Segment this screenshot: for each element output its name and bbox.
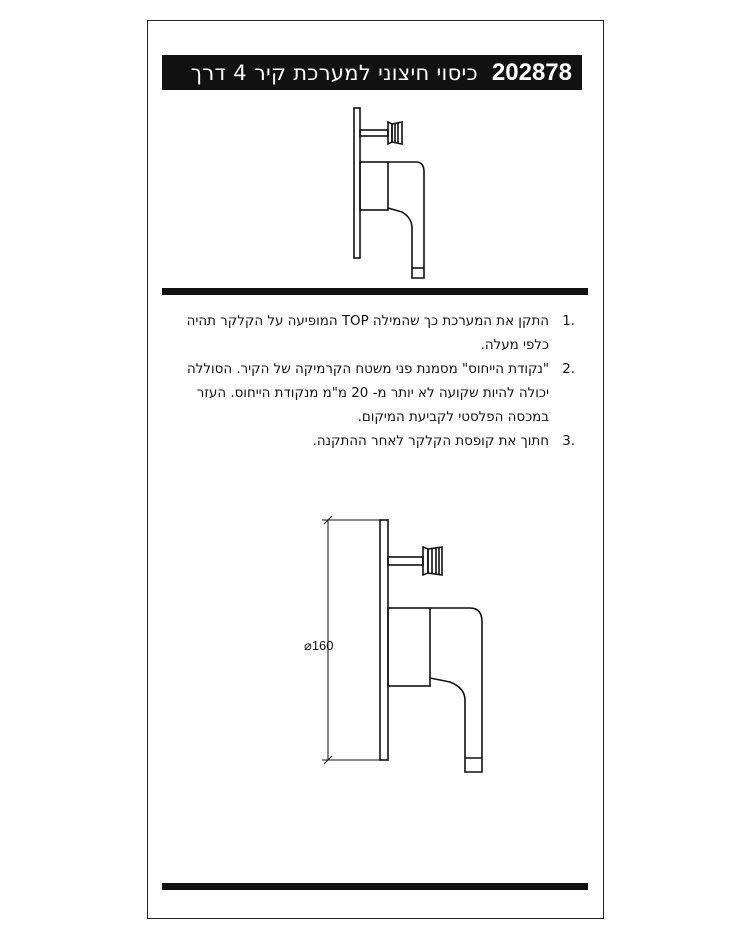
divider-top	[162, 288, 588, 295]
divider-bottom	[162, 883, 588, 890]
instructions-list	[175, 310, 575, 454]
instruction-item	[175, 358, 575, 430]
instruction-text: חתוך את קופסת הקלקר לאחר ההתקנה.	[312, 434, 549, 449]
instruction-item	[175, 430, 575, 454]
instruction-text: "נקודת הייחוס" מסמנת פני משטח הקרמיקה של הקיר. הסוללה יכולה להיות שקועה לא יותר מ- 20 מ"מ מנקודת הייחוס. העזר במכסה הפלסטי לקביעת המיקום.	[187, 362, 549, 425]
instruction-text: התקן את המערכת כך שהמילה TOP המופיעה על הקלקר תהיה כלפי מעלה.	[186, 314, 549, 353]
instruction-item	[175, 310, 575, 358]
instruction-number: 2.	[562, 362, 575, 377]
diameter-label: ⌀160	[304, 638, 334, 653]
product-title: כיסוי חיצוני למערכת קיר 4 דרך	[190, 60, 478, 85]
instruction-number: 3.	[562, 434, 575, 449]
title-bar	[162, 55, 582, 90]
side-view-diagram-small	[340, 100, 440, 285]
instruction-number: 1.	[562, 314, 575, 329]
product-code: 202878	[491, 58, 572, 86]
